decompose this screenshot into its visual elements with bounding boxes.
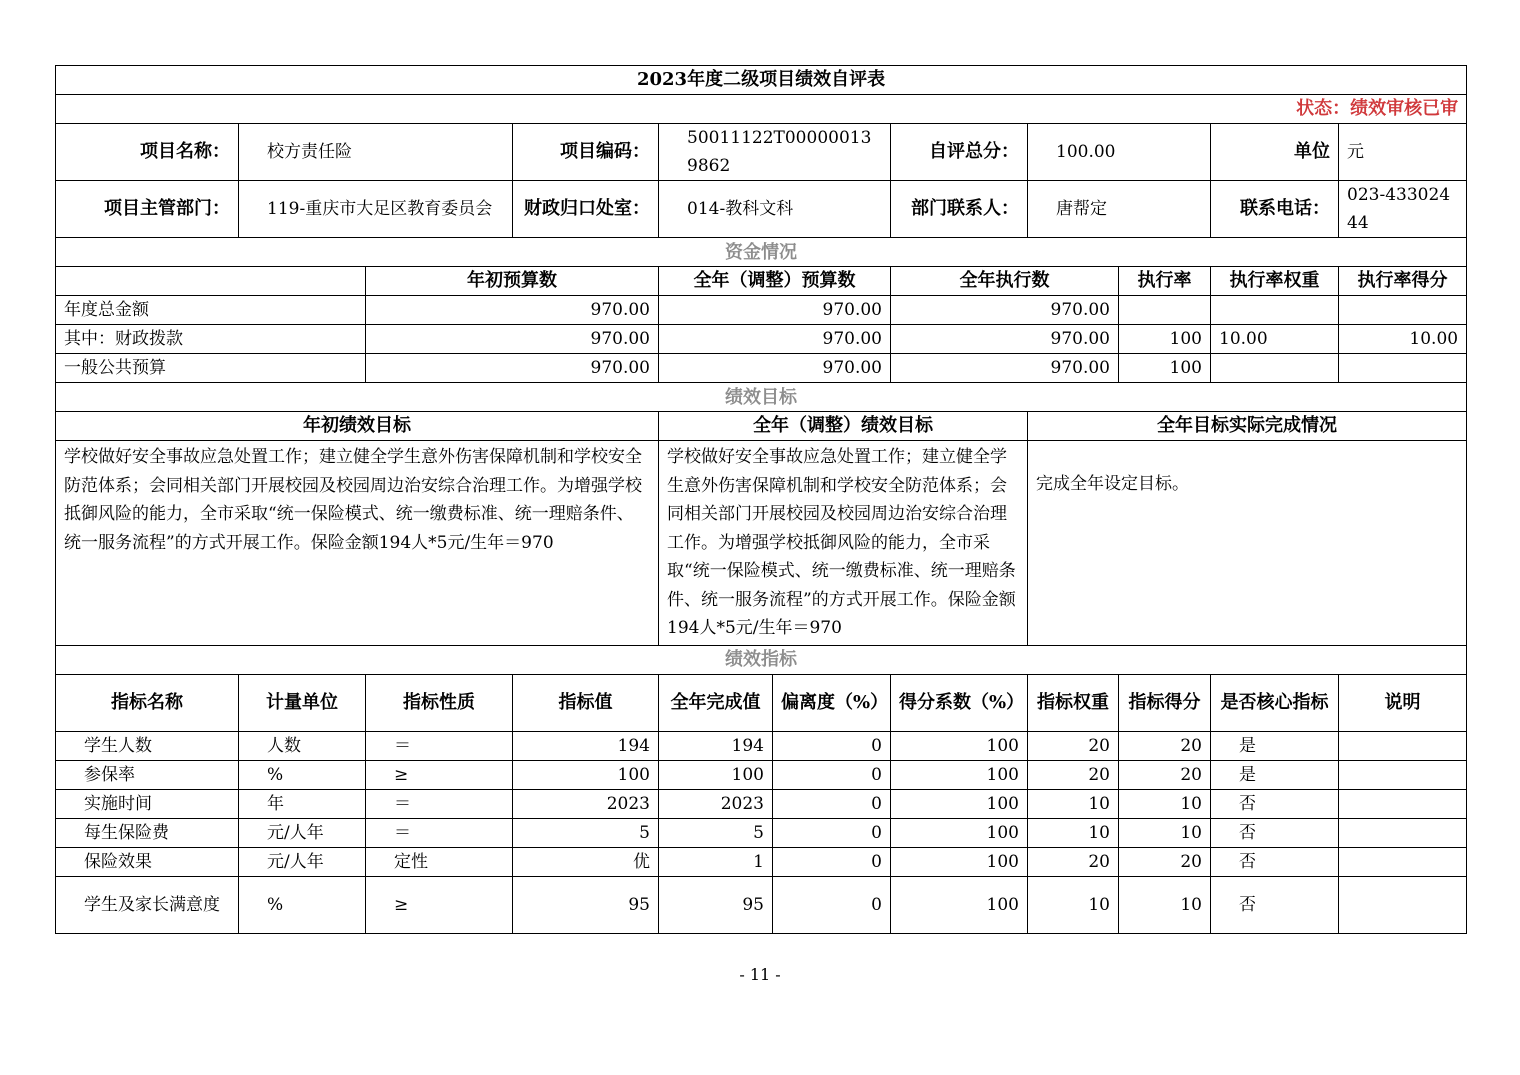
indicator-row bbox=[56, 760, 1467, 789]
page-number: - 11 - bbox=[739, 965, 781, 984]
indicator-row bbox=[56, 818, 1467, 847]
indicator-row bbox=[56, 876, 1467, 933]
indicator-cell-score: 10 bbox=[1119, 818, 1211, 847]
indicator-cell-score: 10 bbox=[1119, 876, 1211, 933]
indicator-cell-weight: 10 bbox=[1028, 789, 1119, 818]
indicator-cell-score: 10 bbox=[1119, 789, 1211, 818]
indicator-header-cell: 偏离度（%） bbox=[773, 674, 891, 731]
indicator-cell-value: 2023 bbox=[513, 789, 659, 818]
funds-cell-executed: 970.00 bbox=[891, 296, 1119, 325]
status-badge: 状态：绩效审核已审 bbox=[56, 95, 1467, 124]
indicator-rows bbox=[56, 731, 1467, 933]
indicator-header-cell: 得分系数（%） bbox=[891, 674, 1028, 731]
indicator-cell-unit: 年 bbox=[239, 789, 366, 818]
indicator-cell-nature: ＝ bbox=[366, 789, 513, 818]
funds-header-executed: 全年执行数 bbox=[891, 267, 1119, 296]
funds-cell-score bbox=[1339, 296, 1467, 325]
funds-cell-adjusted: 970.00 bbox=[659, 354, 891, 383]
funds-cell-weight: 10.00 bbox=[1211, 325, 1339, 354]
indicator-cell-coef: 100 bbox=[891, 847, 1028, 876]
score-value: 100.00 bbox=[1028, 124, 1211, 181]
indicator-cell-weight: 20 bbox=[1028, 731, 1119, 760]
indicator-cell-value: 194 bbox=[513, 731, 659, 760]
indicator-cell-note bbox=[1339, 789, 1467, 818]
indicator-cell-name: 参保率 bbox=[56, 760, 239, 789]
funds-cell-adjusted: 970.00 bbox=[659, 325, 891, 354]
indicator-cell-value: 95 bbox=[513, 876, 659, 933]
dept-label: 项目主管部门： bbox=[56, 181, 239, 238]
indicator-cell-coef: 100 bbox=[891, 789, 1028, 818]
indicator-cell-score: 20 bbox=[1119, 760, 1211, 789]
indicator-cell-nature: ＝ bbox=[366, 818, 513, 847]
funds-cell-name: 年度总金额 bbox=[56, 296, 366, 325]
goals-header-actual: 全年目标实际完成情况 bbox=[1028, 412, 1467, 441]
dept-value: 119-重庆市大足区教育委员会 bbox=[239, 181, 513, 238]
indicator-cell-core: 否 bbox=[1211, 789, 1339, 818]
phone-label: 联系电话： bbox=[1211, 181, 1339, 238]
project-name-value: 校方责任险 bbox=[239, 124, 513, 181]
indicator-cell-nature: ≥ bbox=[366, 876, 513, 933]
funds-rows bbox=[56, 296, 1467, 383]
indicator-cell-weight: 10 bbox=[1028, 818, 1119, 847]
indicator-cell-nature: ＝ bbox=[366, 731, 513, 760]
indicator-cell-dev: 0 bbox=[773, 731, 891, 760]
funds-header-weight: 执行率权重 bbox=[1211, 267, 1339, 296]
funds-cell-executed: 970.00 bbox=[891, 325, 1119, 354]
indicator-cell-actual: 1 bbox=[659, 847, 773, 876]
indicator-cell-coef: 100 bbox=[891, 760, 1028, 789]
indicator-cell-name: 保险效果 bbox=[56, 847, 239, 876]
indicator-cell-core: 否 bbox=[1211, 847, 1339, 876]
project-name-label: 项目名称： bbox=[56, 124, 239, 181]
indicator-cell-actual: 95 bbox=[659, 876, 773, 933]
goals-header-initial: 年初绩效目标 bbox=[56, 412, 659, 441]
funds-section-title: 资金情况 bbox=[56, 238, 1467, 267]
indicator-cell-note bbox=[1339, 731, 1467, 760]
indicator-header-cell: 全年完成值 bbox=[659, 674, 773, 731]
project-code-label: 项目编码： bbox=[513, 124, 659, 181]
indicator-cell-value: 优 bbox=[513, 847, 659, 876]
indicator-cell-unit: 元/人年 bbox=[239, 818, 366, 847]
indicator-header-cell: 指标权重 bbox=[1028, 674, 1119, 731]
indicator-row bbox=[56, 847, 1467, 876]
indicator-cell-core: 是 bbox=[1211, 760, 1339, 789]
indicator-cell-dev: 0 bbox=[773, 847, 891, 876]
indicator-header-cell: 指标性质 bbox=[366, 674, 513, 731]
indicator-row bbox=[56, 731, 1467, 760]
indicator-cell-value: 5 bbox=[513, 818, 659, 847]
indicator-cell-core: 是 bbox=[1211, 731, 1339, 760]
indicator-header-cell: 是否核心指标 bbox=[1211, 674, 1339, 731]
contact-value: 唐帮定 bbox=[1028, 181, 1211, 238]
indicator-cell-value: 100 bbox=[513, 760, 659, 789]
goals-section-title: 绩效目标 bbox=[56, 383, 1467, 412]
indicator-cell-weight: 20 bbox=[1028, 847, 1119, 876]
adjusted-goal-text: 学校做好安全事故应急处置工作；建立健全学生意外伤害保障机制和学校安全防范体系；会同相关部门开展校园及校园周边治安综合治理工作。为增强学校抵御风险的能力，全市采取“统一保险模式、统一缴费标准、统一理赔条件、统一服务流程”的方式开展工作。保险金额194人*5元/生年＝970 bbox=[659, 441, 1028, 646]
funds-cell-rate: 100 bbox=[1119, 325, 1211, 354]
indicator-cell-actual: 194 bbox=[659, 731, 773, 760]
indicators-header-row bbox=[56, 674, 1467, 731]
funds-row bbox=[56, 325, 1467, 354]
form-table bbox=[55, 65, 1467, 934]
funds-row bbox=[56, 296, 1467, 325]
indicator-cell-unit: 人数 bbox=[239, 731, 366, 760]
initial-goal-text: 学校做好安全事故应急处置工作；建立健全学生意外伤害保障机制和学校安全防范体系；会同相关部门开展校园及校园周边治安综合治理工作。为增强学校抵御风险的能力，全市采取“统一保险模式、统一缴费标准、统一理赔条件、统一服务流程”的方式开展工作。保险金额194人*5元/生年＝970 bbox=[56, 441, 659, 646]
goals-header-row bbox=[56, 412, 1467, 441]
funds-header-rate: 执行率 bbox=[1119, 267, 1211, 296]
actual-completion-text: 完成全年设定目标。 bbox=[1028, 441, 1467, 646]
indicator-header-cell: 指标得分 bbox=[1119, 674, 1211, 731]
funds-cell-score bbox=[1339, 354, 1467, 383]
goals-content-row bbox=[56, 441, 1467, 646]
indicator-header-cell: 指标值 bbox=[513, 674, 659, 731]
funds-cell-initial: 970.00 bbox=[366, 325, 659, 354]
project-code-value: 50011122T000000139862 bbox=[659, 124, 891, 181]
funds-cell-executed: 970.00 bbox=[891, 354, 1119, 383]
indicator-cell-unit: 元/人年 bbox=[239, 847, 366, 876]
indicator-header-cell: 说明 bbox=[1339, 674, 1467, 731]
funds-header-initial: 年初预算数 bbox=[366, 267, 659, 296]
indicator-cell-weight: 20 bbox=[1028, 760, 1119, 789]
funds-header-row bbox=[56, 267, 1467, 296]
indicator-row bbox=[56, 789, 1467, 818]
funds-cell-rate bbox=[1119, 296, 1211, 325]
funds-cell-name: 其中：财政拨款 bbox=[56, 325, 366, 354]
funds-cell-name: 一般公共预算 bbox=[56, 354, 366, 383]
indicator-cell-name: 学生及家长满意度 bbox=[56, 876, 239, 933]
funds-row bbox=[56, 354, 1467, 383]
unit-value: 元 bbox=[1339, 124, 1467, 181]
indicator-cell-weight: 10 bbox=[1028, 876, 1119, 933]
form-title: 2023年度二级项目绩效自评表 bbox=[56, 66, 1467, 95]
indicator-cell-nature: ≥ bbox=[366, 760, 513, 789]
indicator-cell-dev: 0 bbox=[773, 789, 891, 818]
indicator-cell-score: 20 bbox=[1119, 731, 1211, 760]
indicator-header-cell: 指标名称 bbox=[56, 674, 239, 731]
indicator-cell-unit: % bbox=[239, 876, 366, 933]
funds-cell-weight bbox=[1211, 296, 1339, 325]
indicator-cell-nature: 定性 bbox=[366, 847, 513, 876]
indicator-header-cell: 计量单位 bbox=[239, 674, 366, 731]
contact-label: 部门联系人： bbox=[891, 181, 1028, 238]
indicator-cell-note bbox=[1339, 847, 1467, 876]
funds-cell-score: 10.00 bbox=[1339, 325, 1467, 354]
funds-header-adjusted: 全年（调整）预算数 bbox=[659, 267, 891, 296]
indicator-cell-unit: % bbox=[239, 760, 366, 789]
indicator-cell-note bbox=[1339, 876, 1467, 933]
indicator-cell-coef: 100 bbox=[891, 876, 1028, 933]
indicator-cell-actual: 2023 bbox=[659, 789, 773, 818]
indicator-cell-dev: 0 bbox=[773, 876, 891, 933]
funds-cell-adjusted: 970.00 bbox=[659, 296, 891, 325]
indicator-cell-core: 否 bbox=[1211, 818, 1339, 847]
indicator-cell-coef: 100 bbox=[891, 731, 1028, 760]
indicator-cell-coef: 100 bbox=[891, 818, 1028, 847]
indicator-cell-core: 否 bbox=[1211, 876, 1339, 933]
funds-header-score: 执行率得分 bbox=[1339, 267, 1467, 296]
indicator-cell-dev: 0 bbox=[773, 760, 891, 789]
funds-cell-rate: 100 bbox=[1119, 354, 1211, 383]
funds-cell-initial: 970.00 bbox=[366, 354, 659, 383]
goals-header-adjusted: 全年（调整）绩效目标 bbox=[659, 412, 1028, 441]
funds-cell-weight bbox=[1211, 354, 1339, 383]
indicator-cell-name: 每生保险费 bbox=[56, 818, 239, 847]
performance-form bbox=[55, 65, 1466, 934]
funds-cell-initial: 970.00 bbox=[366, 296, 659, 325]
phone-value: 023-43302444 bbox=[1339, 181, 1467, 238]
indicator-cell-actual: 5 bbox=[659, 818, 773, 847]
indicators-section-title: 绩效指标 bbox=[56, 645, 1467, 674]
indicator-cell-name: 实施时间 bbox=[56, 789, 239, 818]
indicator-cell-name: 学生人数 bbox=[56, 731, 239, 760]
finance-value: 014-教科文科 bbox=[659, 181, 891, 238]
finance-label: 财政归口处室： bbox=[513, 181, 659, 238]
score-label: 自评总分： bbox=[891, 124, 1028, 181]
indicator-cell-dev: 0 bbox=[773, 818, 891, 847]
indicator-cell-note bbox=[1339, 760, 1467, 789]
unit-label: 单位 bbox=[1211, 124, 1339, 181]
indicator-cell-actual: 100 bbox=[659, 760, 773, 789]
indicator-cell-score: 20 bbox=[1119, 847, 1211, 876]
indicator-cell-note bbox=[1339, 818, 1467, 847]
